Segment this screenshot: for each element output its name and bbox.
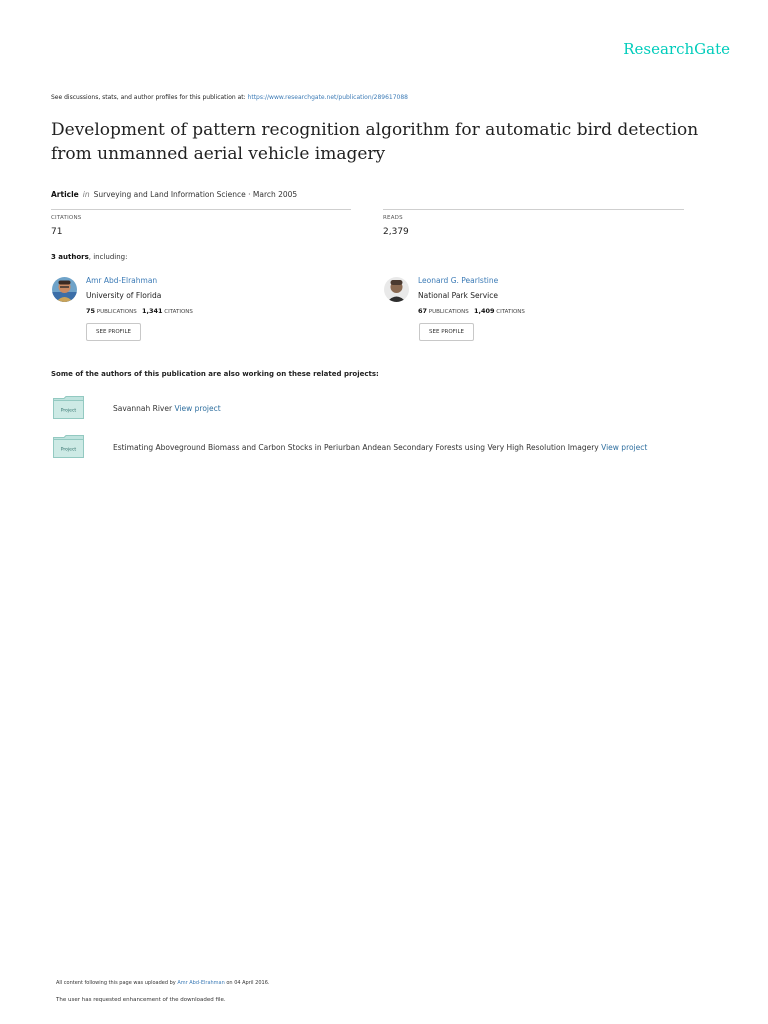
project-icon-label: Project [60,447,77,453]
authors-count-number: 3 authors [51,253,89,261]
project-item [113,443,647,452]
author-citations-count: 1,341 [141,307,163,315]
view-project-link[interactable]: View project [174,404,221,413]
upload-notice-pre: All content following this page was uploaded by [56,980,178,986]
author-institution: National Park Service [418,291,498,300]
project-icon-label: Project [60,408,77,414]
author-name-link[interactable]: Amr Abd-Elrahman [86,276,158,285]
project-item [113,404,221,413]
divider-citations [51,209,351,210]
see-profile-button[interactable]: SEE PROFILE [419,323,474,341]
view-project-link[interactable]: View project [601,443,648,452]
author-avatar[interactable] [384,277,409,302]
project-folder-icon[interactable] [53,396,84,419]
upload-notice [56,980,269,986]
citations-value: 71 [51,227,63,237]
publication-url-link[interactable]: https://www.researchgate.net/publication/289617088 [247,94,408,101]
author-stats [418,307,525,315]
author-publications-count: 67 [418,307,428,315]
publication-type: Article [51,190,79,199]
author-publications-count: 75 [86,307,96,315]
publication-title: Development of pattern recognition algorithm for automatic bird detection from unmanned aerial vehicle imagery [51,120,699,164]
author-stats [86,307,193,315]
in-label: in [82,190,90,199]
reads-label: READS [383,215,403,221]
divider-reads [383,209,684,210]
enhancement-notice: The user has requested enhancement of the downloaded file. [56,997,226,1003]
researchgate-logo[interactable]: ResearchGate [623,40,730,58]
avatar-photo-icon [52,277,77,302]
project-name: Estimating Aboveground Biomass and Carbon Stocks in Periurban Andean Secondary Forests using Very High Resolution Imagery [113,443,599,452]
authors-count [51,253,127,261]
author-citations-label: CITATIONS [164,309,193,315]
discussion-notice-text: See discussions, stats, and author profiles for this publication at: [51,94,248,101]
reads-value: 2,379 [383,227,409,237]
author-citations-count: 1,409 [473,307,495,315]
upload-notice-post: on 04 April 2016. [224,980,270,986]
author-name-link[interactable]: Leonard G. Pearlstine [418,276,499,285]
publication-meta [51,190,297,199]
project-name: Savannah River [113,404,173,413]
related-projects-heading: Some of the authors of this publication are also working on these related projects: [51,370,379,378]
see-profile-button[interactable]: SEE PROFILE [86,323,141,341]
authors-count-rest: , including: [88,253,128,261]
folder-icon [53,396,84,419]
author-publications-label: PUBLICATIONS [428,309,469,315]
author-avatar[interactable] [52,277,77,302]
avatar-photo-icon [384,277,409,302]
discussion-notice [51,94,408,101]
citations-label: CITATIONS [51,215,82,221]
publication-venue: Surveying and Land Information Science · March 2005 [93,190,298,199]
uploader-link[interactable]: Amr Abd-Elrahman [177,980,225,986]
author-institution: University of Florida [86,291,162,300]
project-folder-icon[interactable] [53,435,84,458]
author-citations-label: CITATIONS [496,309,525,315]
folder-icon [53,435,84,458]
author-publications-label: PUBLICATIONS [96,309,137,315]
